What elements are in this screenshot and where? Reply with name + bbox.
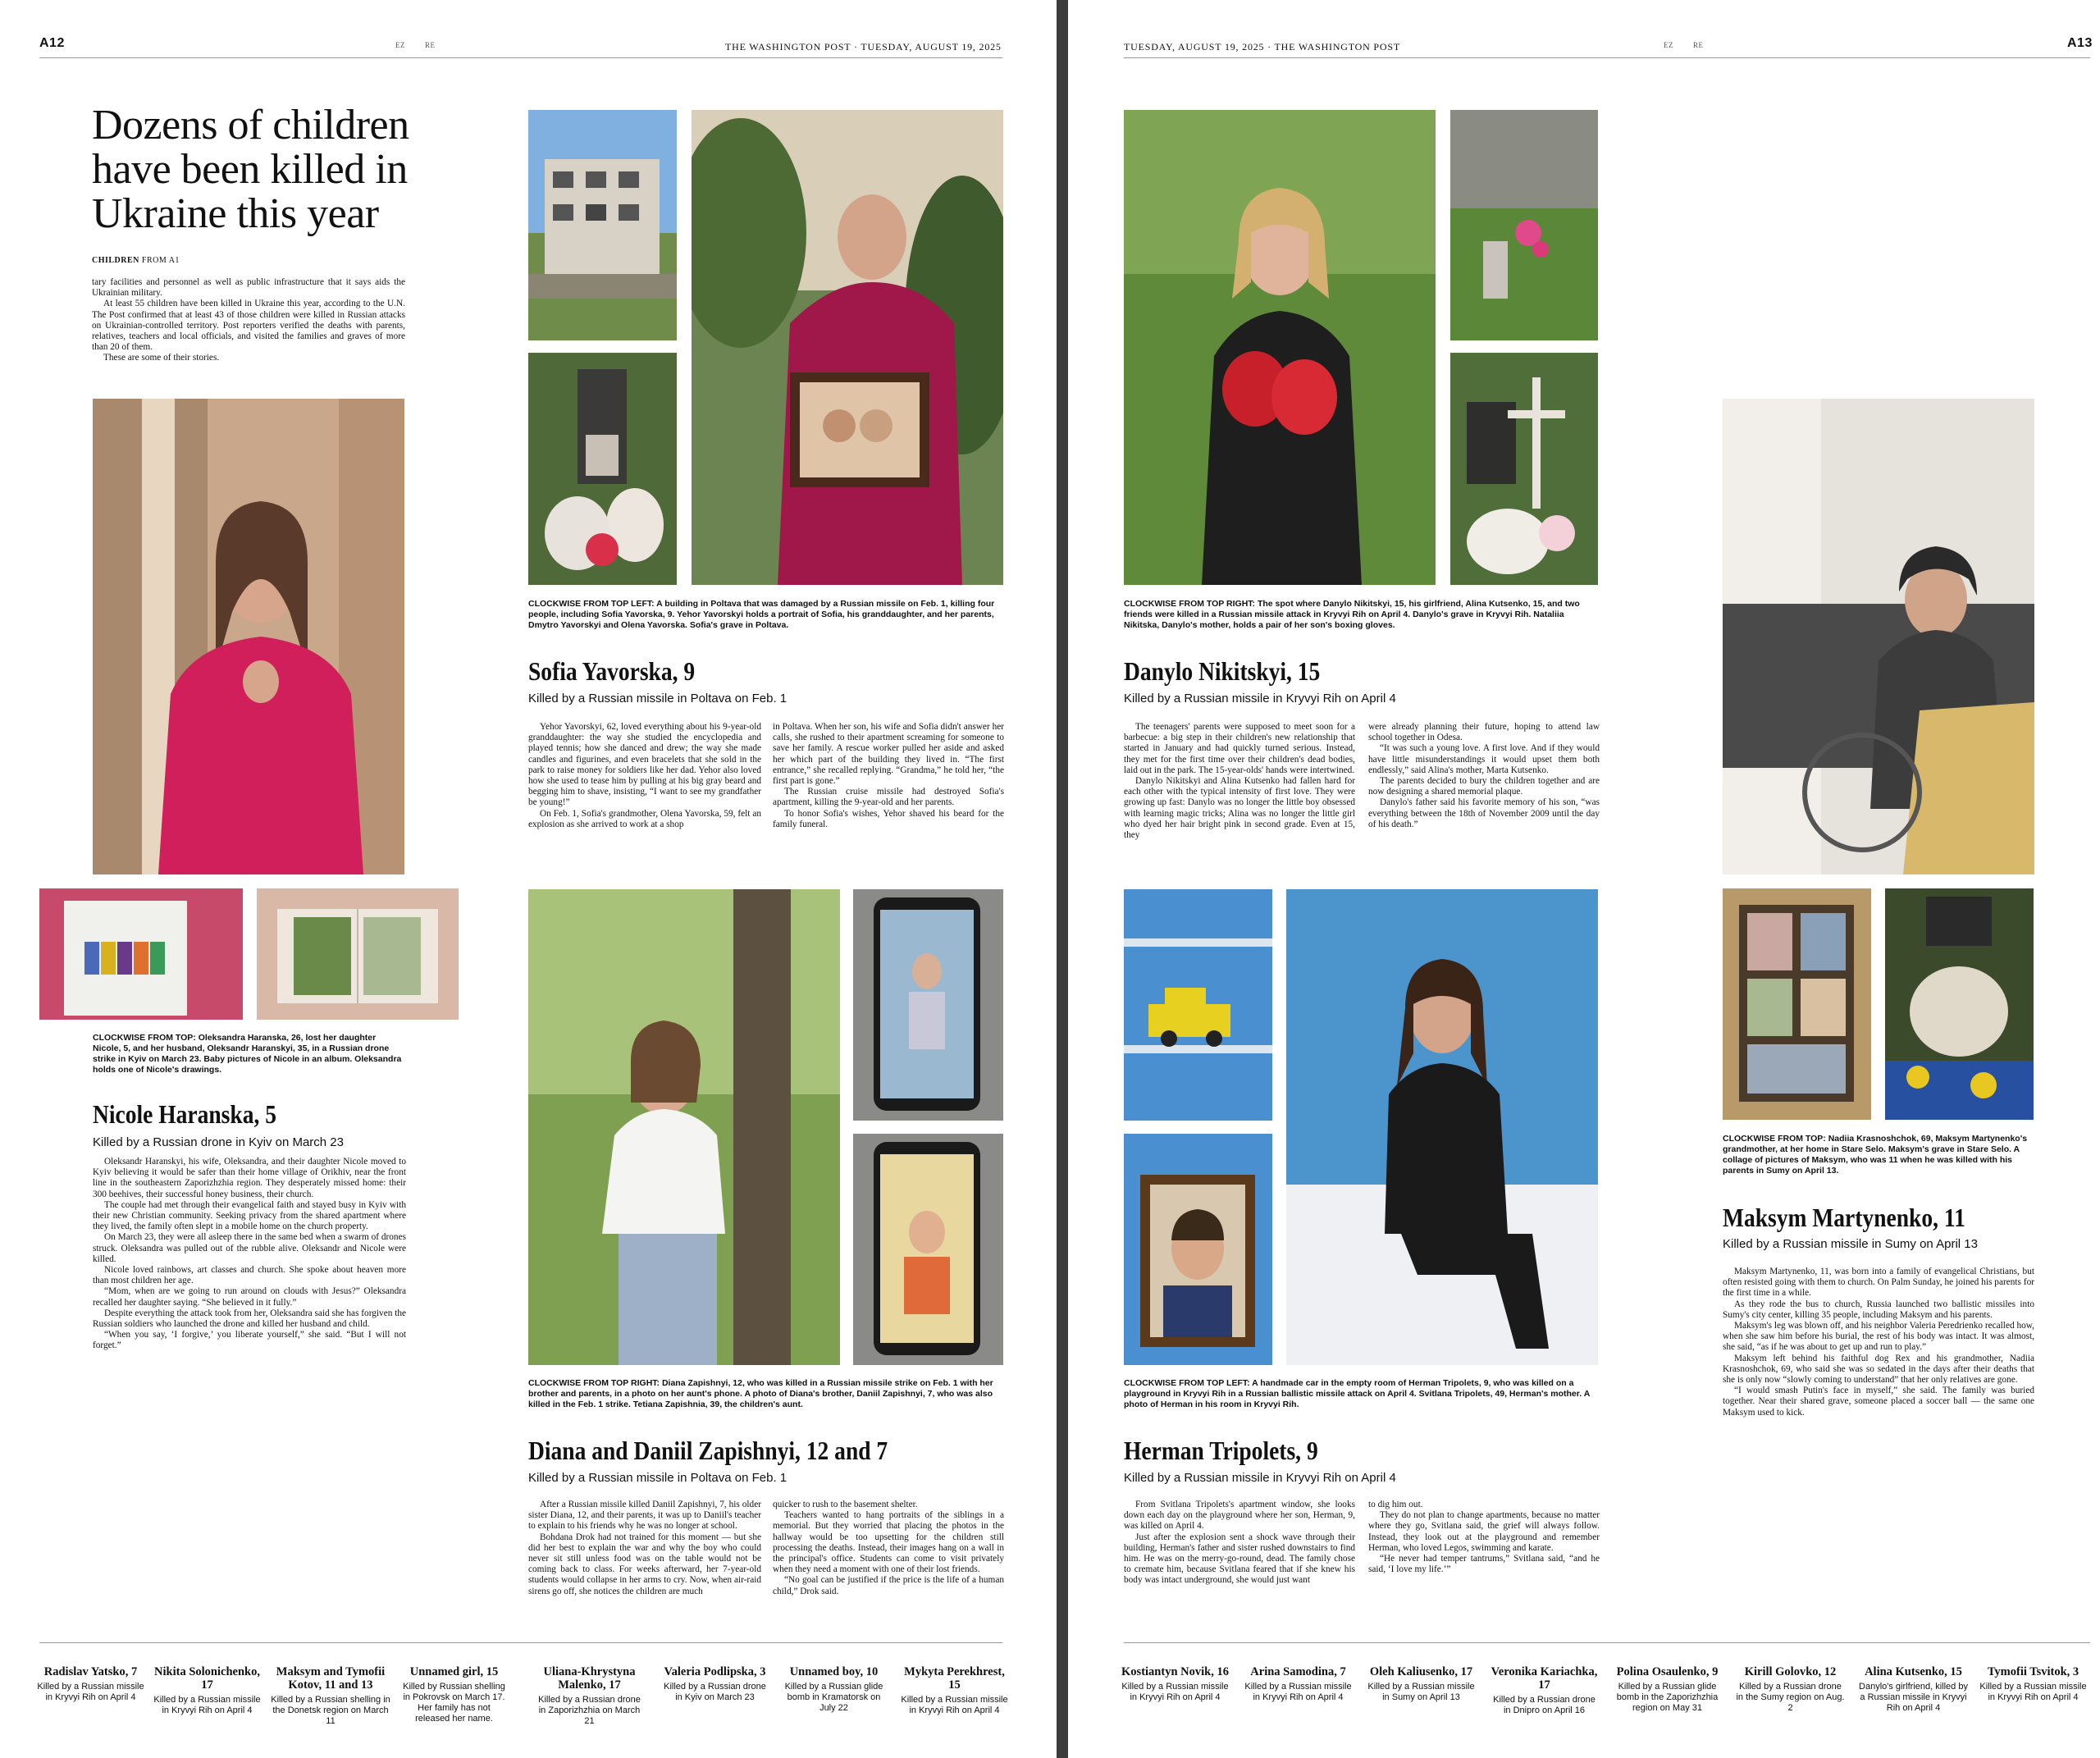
photo-handmade-car [1124, 889, 1272, 1121]
maksym-paragraph: As they rode the bus to church, Russia launched two ballistic missiles into Sumy's city center, killing 35 people, including Maksym and his parents. [1723, 1299, 2034, 1320]
danylo-paragraph: Danylo's father said his favorite memory of his son, “was everything between the 18th of November 2009 until the day of his death.” [1368, 797, 1600, 829]
edition-mark: EZ [395, 41, 405, 49]
danylo-cause: Killed by a Russian missile in Kryvyi Rih on April 4 [1124, 692, 1396, 705]
victim-entry [1859, 1665, 1968, 1714]
victim-desc: Killed by a Russian drone in Dnipro on April 16 [1493, 1695, 1596, 1715]
danylo-paragraph: Danylo Nikitskyi and Alina Kutsenko had fallen hard for each other with the typical intensity of first love. They were growing up fast: Danylo was no longer the little boy obsessed with learning magic tricks; Alina was no longer the little girl who dyed her hair bright pink in second grade. Even at 15, they [1124, 776, 1355, 841]
maksym-caption: CLOCKWISE FROM TOP: Nadiia Krasnoshchok, 69, Maksym Martynenko's grandmother, at her home in Stare Selo. Maksym's grave in Stare Selo. A collage of pictures of Maksym, who was 11 when he was killed with his parents in Sumy on April 13. [1723, 1134, 2028, 1176]
victim-name: Uliana-Khrystyna Malenko, 17 [543, 1665, 636, 1692]
photo-yehor-portrait [692, 110, 1003, 585]
victim-desc: Killed by a Russian missile in Kryvyi Rih on April 4 [1121, 1682, 1229, 1702]
victim-name: Unnamed boy, 10 [789, 1665, 879, 1678]
victims-rule [1124, 1642, 2090, 1643]
diana-paragraph: Teachers wanted to hang portraits of the siblings in a memorial. But they worried that placing the photos in the hallway would be too upsetting for the children still processing the deaths. Instead, their images hang on a wall in the principal's office. Students can come to visit privately when they need a moment with one of their lost friends. [773, 1510, 1004, 1575]
victim-entry [399, 1665, 509, 1724]
victim-entry [1367, 1665, 1476, 1703]
diana-paragraph: After a Russian missile killed Daniil Zapishnyi, 7, his older sister Diana, 12, and their parents, it was up to Daniil's teacher to explain to his friends why he was no longer at school. [528, 1500, 761, 1532]
nicole-paragraph: Nicole loved rainbows, art classes and church. She spoke about heaven more than most children her age. [93, 1265, 406, 1286]
danylo-paragraph: The parents decided to bury the children together and are now designing a shared memorial plaque. [1368, 776, 1600, 797]
herman-paragraph: to dig him out. [1368, 1500, 1423, 1509]
danylo-col1 [1124, 722, 1355, 841]
nicole-paragraph: On March 23, they were all asleep there in the same bed when a swarm of drones struck. Oleksandra was pulled out of the rubble alive. Oleksandr and Nicole were killed. [93, 1232, 406, 1264]
sofia-name: Sofia Yavorska, 9 [528, 656, 696, 686]
victim-name: Arina Samodina, 7 [1250, 1665, 1346, 1678]
maksym-cause: Killed by a Russian missile in Sumy on April 13 [1723, 1237, 1978, 1251]
victim-desc: Killed by a Russian missile in Kryvyi Rih on April 4 [1244, 1682, 1352, 1702]
victim-desc: Killed by a Russian missile in Kryvyi Rih on April 4 [37, 1682, 144, 1702]
danylo-caption: CLOCKWISE FROM TOP RIGHT: The spot where Danylo Nikitskyi, 15, his girlfriend, Alina Kutsenko, 15, and two friends were killed in a Russian missile attack in Kryvyi Rih on April 4. Danylo's grave in Kryvyi Rih. Nataliia Nikitska, Danylo's mother, holds a pair of her son's boxing gloves. [1124, 599, 1580, 630]
jump-kicker: CHILDREN [92, 256, 139, 265]
photo-nataliia-portrait [1124, 110, 1436, 585]
herman-paragraph: They do not plan to change apartments, because no matter where they go, Svitlana said, the grief will always follow. Instead, they look out at the playground and remember Herman, who loved Legos, swimming and karate. [1368, 1510, 1600, 1553]
victim-desc: Killed by Russian shelling in Pokrovsk on March 17. Her family has not released her name. [403, 1682, 505, 1724]
herman-paragraph: Just after the explosion sent a shock wave through their building, Herman's father and sister rushed downstairs to find him. He was on the merry-go-round, dead. The family chose to cremate him, because Svitlana feared that if she knew his body was intact underground, she would just want [1124, 1532, 1355, 1586]
danylo-paragraph: were already planning their future, hoping to attend law school together in Odesa. [1368, 722, 1600, 743]
photo-nicole-album [257, 888, 459, 1020]
sofia-paragraph: The Russian cruise missile had destroyed Sofia's apartment, killing the 9-year-old and her parents. [773, 787, 1004, 808]
diana-paragraph: “No goal can be justified if the price is the life of a human child,” Drok said. [773, 1575, 1004, 1596]
victim-desc: Killed by a Russian missile in Kryvyi Rih on April 4 [153, 1695, 261, 1715]
photo-maksym-collage [1723, 888, 1871, 1120]
victim-name: Valeria Podlipska, 3 [664, 1665, 766, 1678]
victim-desc: Killed by a Russian drone in the Sumy region on Aug. 2 [1736, 1682, 1845, 1713]
victim-desc: Killed by a Russian glide bomb in Kramatorsk on July 22 [784, 1682, 883, 1713]
page-number: A13 [2067, 36, 2093, 50]
diana-col1 [528, 1500, 761, 1597]
victim-name: Oleh Kaliusenko, 17 [1369, 1665, 1473, 1678]
jump-from: FROM A1 [141, 256, 180, 265]
maksym-text [1723, 1267, 2034, 1418]
maksym-paragraph: “I would smash Putin's face in myself,” she said. The family was buried together. Near their shared grave, someone placed a soccer ball — the same one Maksym used to kick. [1723, 1386, 2034, 1418]
sofia-paragraph: in Poltava. When her son, his wife and Sofia didn't answer her calls, she rushed to their apartment screaming for someone to save her family. A rescue worker pulled her aside and asked her which part of the building they lived in. “The first entrance,” she recalled replying. “Grandma,” he told her, “the first part is gone.” [773, 722, 1004, 787]
herman-caption: CLOCKWISE FROM TOP LEFT: A handmade car in the empty room of Herman Tripolets, 9, who was killed on a playground in Kryvyi Rih in a Russian ballistic missile attack on April 4. Svitlana Tripolets, 49, Herman's mother. A photo of Herman in his room in Kryvyi Rih. [1124, 1378, 1590, 1409]
maksym-paragraph: Maksym Martynenko, 11, was born into a family of evangelical Christians, but often resisted going with them to church. On Palm Sunday, he joined his parents for the first time in a while. [1723, 1267, 2034, 1299]
edition-mark: EZ [1664, 41, 1673, 49]
victim-entry [900, 1665, 1009, 1716]
diana-cause: Killed by a Russian missile in Poltava on Feb. 1 [528, 1471, 788, 1485]
intro-paragraph: At least 55 children have been killed in Ukraine this year, according to the U.N. The Post confirmed that at least 43 of those children were killed in Russian attacks on Ukrainian-controlled territory. Post reporters verified the deaths with parents, relatives, teachers and local officials, and visited the families and graves of more than 20 of them. [92, 299, 405, 353]
victim-desc: Killed by a Russian missile in Kryvyi Rih on April 4 [1979, 1682, 2087, 1702]
herman-paragraph: From Svitlana Tripolets's apartment window, she looks down each day on the playground where her son, Herman, 9, was killed on April 4. [1124, 1500, 1355, 1532]
victim-entry [1121, 1665, 1230, 1703]
victim-desc: Killed by a Russian missile in Kryvyi Rih on April 4 [901, 1695, 1008, 1715]
header-rule [1124, 57, 2090, 58]
victim-name: Radislav Yatsko, 7 [43, 1665, 138, 1678]
victim-entry [535, 1665, 644, 1727]
nicole-paragraph: The couple had met through their evangelical faith and stayed busy in Kyiv with their new Christian community. Seeking privacy from the shared apartment where they lived, the family often slept in a mobile home on the church property. [93, 1199, 406, 1232]
victim-name: Unnamed girl, 15 [409, 1665, 499, 1678]
herman-col1 [1124, 1500, 1355, 1587]
victims-rule [39, 1642, 1002, 1643]
nicole-paragraph: “Mom, when are we going to run around on clouds with Jesus?” Oleksandra recalled her daughter saying. “She believed in it fully.” [93, 1286, 406, 1308]
diana-caption: CLOCKWISE FROM TOP RIGHT: Diana Zapishnyi, 12, who was killed in a Russian missile strike on Feb. 1 with her brother and parents, in a photo on her aunt's phone. A photo of Diana's brother, Daniil Zapishnyi, 7, who was also killed in the Feb. 1 strike. Tetiana Zapishnia, 39, the children's aunt. [528, 1378, 993, 1409]
intro-paragraph: tary facilities and personnel as well as public infrastructure that it says aids the Ukrainian military. [92, 277, 405, 299]
sofia-paragraph: To honor Sofia's wishes, Yehor shaved his beard for the family funeral. [773, 808, 1004, 829]
nicole-caption: CLOCKWISE FROM TOP: Oleksandra Haranska, 26, lost her daughter Nicole, 5, and her husband, Oleksandr Haranskyi, 35, in a Russian drone strike in Kyiv on March 23. Baby pictures of Nicole in an album. Oleksandra holds one of Nicole's drawings. [93, 1033, 402, 1075]
photo-maksym-grave [1885, 888, 2034, 1120]
nicole-name: Nicole Haranska, 5 [93, 1099, 276, 1129]
edition-mark: RE [425, 41, 436, 49]
sofia-caption: CLOCKWISE FROM TOP LEFT: A building in Poltava that was damaged by a Russian missile on Feb. 1, killing four people, including Sofia Yavorska, 9. Yehor Yavorskyi holds a portrait of Sofia, his granddaughter, and her parents, Dmytro Yavorskyi and Olena Yavorska. Sofia's grave in Poltava. [528, 599, 995, 630]
victim-name: Maksym and Tymofii Kotov, 11 and 13 [276, 1665, 386, 1692]
photo-nadiia-portrait [1723, 399, 2034, 874]
victim-name: Kirill Golovko, 12 [1744, 1665, 1837, 1678]
sofia-paragraph: On Feb. 1, Sofia's grandmother, Olena Yavorska, 59, felt an explosion as she arrived to work at a shop [528, 808, 761, 829]
maksym-paragraph: Maksym's leg was blown off, and his neighbor Valeria Peredrienko recalled how, when she saw him before his burial, the rest of his body was intact. It was almost, she said, “as if he was about to get up and run to play.” [1723, 1321, 2034, 1353]
victim-desc: Killed by a Russian shelling in the Donetsk region on March 11 [271, 1695, 390, 1726]
photo-tetiana-portrait [528, 889, 840, 1365]
sofia-paragraph: Yehor Yavorskyi, 62, loved everything about his 9-year-old granddaughter: the way she studied the encyclopedia and played tennis; how she danced and drew; the way she made candles and figurines, and even bracelets that she sold in the park to raise money for soldiers like her dad. Yehor also loved how she used to tease him by pulling at his big gray beard and begging him to shave, insisting, “I want to see my grandfather be young!” [528, 722, 761, 808]
edition-mark: RE [1693, 41, 1704, 49]
photo-herman-frame [1124, 1134, 1272, 1365]
intro-paragraph: These are some of their stories. [103, 353, 220, 363]
victim-name: Tymofii Tsvitok, 3 [1987, 1665, 2079, 1678]
victim-name: Veronika Kariachka, 17 [1491, 1665, 1598, 1692]
victim-entry [660, 1665, 769, 1703]
herman-col2 [1368, 1500, 1600, 1575]
victim-desc: Killed by a Russian missile in Sumy on April 13 [1367, 1682, 1475, 1702]
herman-paragraph: “He never had temper tantrums,” Svitlana said, “and he said, ‘I love my life.’” [1368, 1554, 1600, 1575]
masthead: TUESDAY, AUGUST 19, 2025 · THE WASHINGTON POST [1124, 41, 1400, 53]
victim-desc: Killed by a Russian drone in Kyiv on March 23 [664, 1682, 766, 1702]
danylo-paragraph: The teenagers' parents were supposed to meet soon for a barbecue: a big step in their children's new relationship that started in January and had quickly turned serious. Instead, they met for the first time over their children's dead bodies, laid out in the park. The 15-year-olds' hands were intertwined. [1124, 722, 1355, 775]
diana-col2 [773, 1500, 1004, 1597]
diana-paragraph: quicker to rush to the basement shelter. [773, 1500, 918, 1509]
victim-entry [1979, 1665, 2088, 1703]
nicole-paragraph: “When you say, ‘I forgive,’ you liberate yourself,” she said. “But I will not forget.” [93, 1330, 406, 1351]
photo-sofia-grave [528, 353, 677, 585]
diana-name: Diana and Daniil Zapishnyi, 12 and 7 [528, 1436, 888, 1465]
sofia-col1 [528, 722, 761, 830]
victim-desc: Killed by a Russian glide bomb in the Zaporizhzhia region on May 31 [1616, 1682, 1719, 1713]
danylo-paragraph: “It was such a young love. A first love. And if they would have little misunderstandings it would upset them both endlessly,” said Alina's mother, Marta Kutsenko. [1368, 743, 1600, 775]
victim-desc: Danylo's girlfriend, killed by a Russian missile in Kryvyi Rih on April 4 [1859, 1682, 1968, 1713]
victim-entry [153, 1665, 262, 1716]
victim-entry [779, 1665, 888, 1714]
page-headline: Dozens of children have been killed in Ukraine this year [92, 102, 409, 237]
sofia-cause: Killed by a Russian missile in Poltava on Feb. 1 [528, 692, 788, 705]
header-rule [39, 57, 1002, 58]
page-number: A12 [39, 36, 65, 50]
victim-entry [36, 1665, 145, 1703]
maksym-paragraph: Maksym left behind his faithful dog Rex and his grandmother, Nadiia Krasnoshchok, 69, who said she was so sedated in the days after their deaths that she is only now “slowly coming to understand” that her only relatives are gone. [1723, 1353, 2034, 1386]
photo-diana-phone [853, 889, 1003, 1121]
victim-entry [1490, 1665, 1599, 1716]
right-page [1068, 0, 2100, 1758]
diana-paragraph: Bohdana Drok had not trained for this moment — but she did her best to explain the war and why the boy who could never sit still unless food was on the table would not be coming back to class. For weeks afterward, her 7-year-old students would collapse in her arms to cry. Now, when air-raid sirens go off, she notices the children are much [528, 1532, 761, 1596]
page-gutter [1057, 0, 1068, 1758]
photo-daniil-phone [853, 1134, 1003, 1365]
victim-entry [269, 1665, 392, 1727]
victim-entry [1613, 1665, 1722, 1714]
victim-name: Nikita Solonichenko, 17 [154, 1665, 260, 1692]
nicole-text [93, 1157, 406, 1352]
victim-name: Polina Osaulenko, 9 [1616, 1665, 1719, 1678]
herman-cause: Killed by a Russian missile in Kryvyi Rih on April 4 [1124, 1471, 1396, 1485]
masthead: THE WASHINGTON POST · TUESDAY, AUGUST 19, 2025 [725, 41, 1002, 53]
photo-memorial-spot [1450, 110, 1598, 340]
photo-nicole-drawing [39, 888, 243, 1020]
herman-name: Herman Tripolets, 9 [1124, 1436, 1318, 1465]
nicole-paragraph: Oleksandr Haranskyi, his wife, Oleksandra, and their daughter Nicole moved to Kyiv believing it would be safer than their home village of Orikhiv, near the front line in the southeastern Zaporizhzhia region. They desperately missed home: their 300 beehives, their successful honey business, their church. [93, 1157, 406, 1199]
nicole-paragraph: Despite everything the attack took from her, Oleksandra said she has forgiven the Russian soldiers who launched the drone and killed her husband and child. [93, 1308, 406, 1330]
victim-name: Alina Kutsenko, 15 [1865, 1665, 1962, 1678]
sofia-col2 [773, 722, 1004, 830]
jump-line [92, 256, 180, 265]
photo-poltava-building [528, 110, 677, 340]
nicole-cause: Killed by a Russian drone in Kyiv on March 23 [93, 1135, 344, 1149]
intro-text [92, 277, 405, 364]
danylo-col2 [1368, 722, 1600, 830]
maksym-name: Maksym Martynenko, 11 [1723, 1203, 1965, 1232]
victim-name: Mykyta Perekhrest, 15 [904, 1665, 1005, 1692]
photo-danylo-grave [1450, 353, 1598, 585]
victim-entry [1244, 1665, 1353, 1703]
photo-svitlana-portrait [1286, 889, 1598, 1365]
victim-desc: Killed by a Russian drone in Zaporizhzhia on March 21 [538, 1695, 641, 1726]
danylo-name: Danylo Nikitskyi, 15 [1124, 656, 1321, 686]
photo-oleksandra-portrait [93, 399, 404, 874]
victim-entry [1736, 1665, 1845, 1714]
victim-name: Kostiantyn Novik, 16 [1121, 1665, 1229, 1678]
